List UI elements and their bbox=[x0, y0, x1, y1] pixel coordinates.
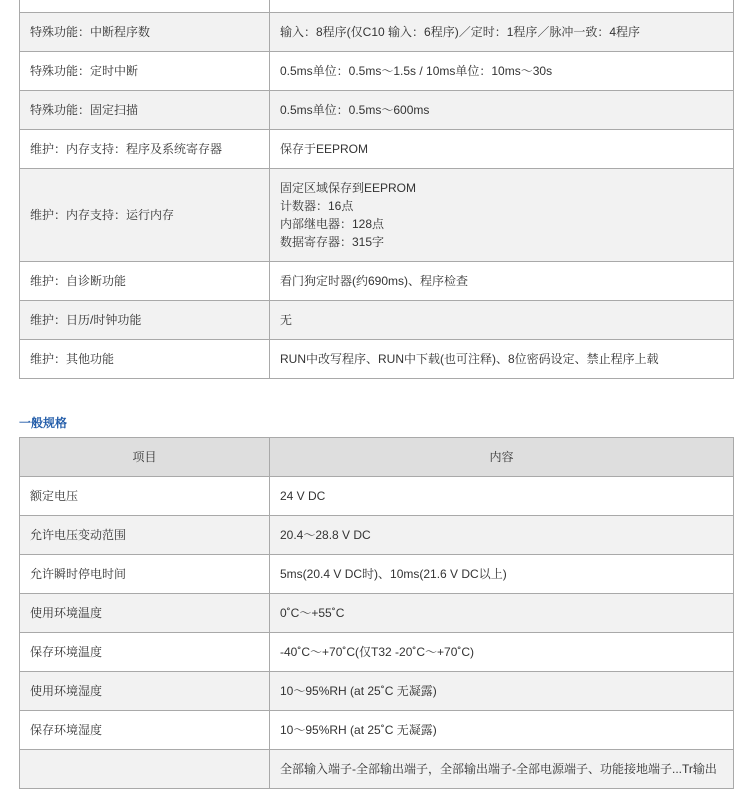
row-value: 0.5ms单位：0.5ms～1.5s / 10ms单位：10ms～30s bbox=[270, 52, 734, 91]
row-label: 允许瞬时停电时间 bbox=[20, 555, 270, 594]
row-value: 0.5ms单位：0.5ms～600ms bbox=[270, 91, 734, 130]
row-label: 特殊功能：中断程序数 bbox=[20, 13, 270, 52]
table-row bbox=[20, 262, 734, 301]
table-row bbox=[20, 672, 734, 711]
table-row bbox=[20, 91, 734, 130]
table-row bbox=[20, 711, 734, 750]
row-label: 维护：自诊断功能 bbox=[20, 262, 270, 301]
row-value: 输入：8程序(仅C10 输入：6程序)／定时：1程序／脉冲一致：4程序 bbox=[270, 13, 734, 52]
row-label: 允许电压变动范围 bbox=[20, 516, 270, 555]
row-value: 无 bbox=[270, 301, 734, 340]
row-value: -40˚C～+70˚C(仅T32 -20˚C～+70˚C) bbox=[270, 633, 734, 672]
row-value: 0˚C～+55˚C bbox=[270, 594, 734, 633]
table-row bbox=[20, 750, 734, 789]
row-value: 5ms(20.4 V DC时)、10ms(21.6 V DC以上) bbox=[270, 555, 734, 594]
performance-spec-table bbox=[19, 0, 734, 379]
value-line: 数据寄存器：315字 bbox=[280, 235, 385, 249]
row-label: 维护：日历/时钟功能 bbox=[20, 301, 270, 340]
row-label bbox=[20, 0, 270, 13]
row-label: 维护：内存支持：运行内存 bbox=[20, 169, 270, 262]
row-label: 保存环境湿度 bbox=[20, 711, 270, 750]
row-value-multiline bbox=[270, 169, 734, 262]
row-label: 特殊功能：定时中断 bbox=[20, 52, 270, 91]
table-row bbox=[20, 301, 734, 340]
value-line: 固定区域保存到EEPROM bbox=[280, 181, 417, 195]
column-header-content: 内容 bbox=[270, 438, 734, 477]
table-row bbox=[20, 555, 734, 594]
table-row bbox=[20, 13, 734, 52]
value-line: 内部继电器：128点 bbox=[280, 217, 385, 231]
table-row bbox=[20, 52, 734, 91]
row-value: 20.4～28.8 V DC bbox=[270, 516, 734, 555]
general-spec-table bbox=[19, 437, 734, 789]
row-label: 额定电压 bbox=[20, 477, 270, 516]
row-label: 使用环境温度 bbox=[20, 594, 270, 633]
row-value: 10～95%RH (at 25˚C 无凝露) bbox=[270, 711, 734, 750]
section-title: 一般规格 bbox=[19, 416, 68, 430]
table-row bbox=[20, 130, 734, 169]
row-label: 使用环境湿度 bbox=[20, 672, 270, 711]
row-label: 保存环境温度 bbox=[20, 633, 270, 672]
row-value: 保存于EEPROM bbox=[270, 130, 734, 169]
row-label: 特殊功能：固定扫描 bbox=[20, 91, 270, 130]
value-line: 计数器：16点 bbox=[280, 199, 354, 213]
row-value: 10～95%RH (at 25˚C 无凝露) bbox=[270, 672, 734, 711]
table-row bbox=[20, 516, 734, 555]
row-label: 维护：内存支持：程序及系统寄存器 bbox=[20, 130, 270, 169]
row-value: 看门狗定时器(约690ms)、程序检查 bbox=[270, 262, 734, 301]
row-label bbox=[20, 750, 270, 789]
table-header-row bbox=[20, 438, 734, 477]
table-row bbox=[20, 594, 734, 633]
table-row bbox=[20, 477, 734, 516]
row-value: RUN中改写程序、RUN中下载(也可注释)、8位密码设定、禁止程序上载 bbox=[270, 340, 734, 379]
row-value: 全部输入端子-全部输出端子，全部输出端子-全部电源端子、功能接地端子...Tr输出 bbox=[270, 750, 734, 789]
column-header-item: 项目 bbox=[20, 438, 270, 477]
row-value: 24 V DC bbox=[270, 477, 734, 516]
table-row bbox=[20, 633, 734, 672]
table-row bbox=[20, 340, 734, 379]
row-value bbox=[270, 0, 734, 13]
table-row bbox=[20, 0, 734, 13]
row-label: 维护：其他功能 bbox=[20, 340, 270, 379]
table-row bbox=[20, 169, 734, 262]
